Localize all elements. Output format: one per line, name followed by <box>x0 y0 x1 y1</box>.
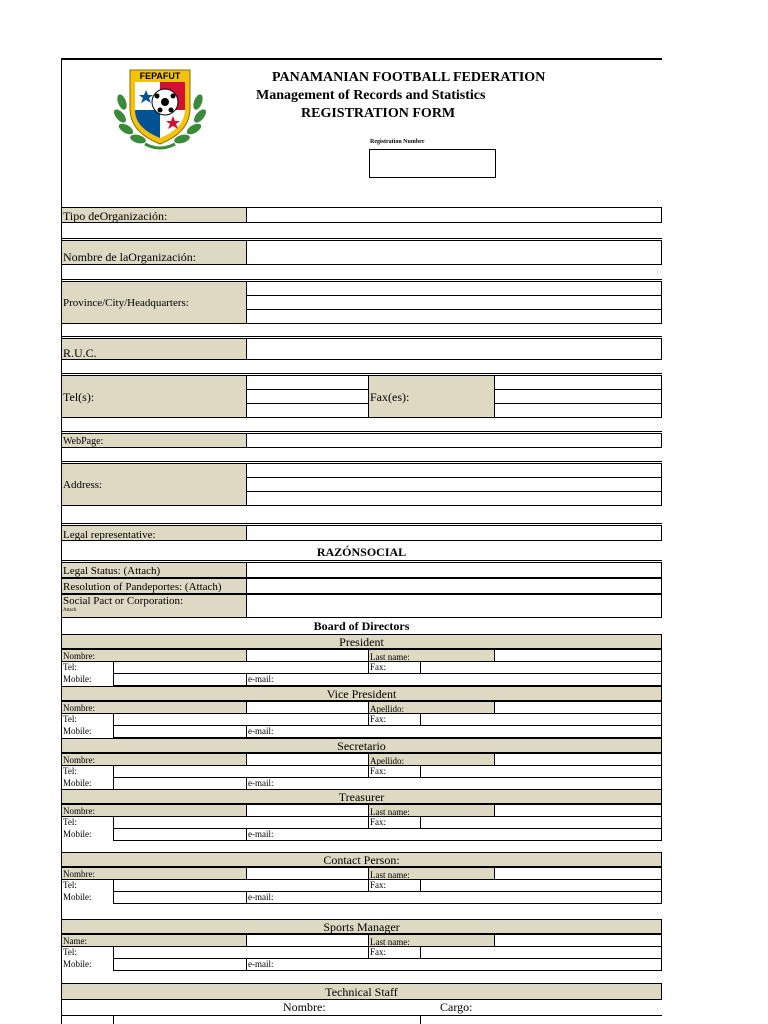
email-field[interactable] <box>246 673 662 686</box>
razon-social-title: RAZÓNSOCIAL <box>316 545 407 559</box>
mobile-label: Mobile: <box>63 892 92 902</box>
social-pact-field[interactable] <box>246 594 662 618</box>
last-name-label: Last name: <box>368 804 495 817</box>
legal-status-label: Legal Status: (Attach) <box>61 562 247 578</box>
member-section-header: Secretario <box>61 738 662 753</box>
last-name-label: Last name: <box>368 934 495 947</box>
email-label: e-mail: <box>248 726 274 736</box>
resolution-label: Resolution of Pandeportes: (Attach) <box>61 578 247 594</box>
email-field[interactable] <box>246 725 662 738</box>
divider <box>61 431 662 432</box>
mobile-label: Mobile: <box>63 778 92 788</box>
divider <box>420 1015 421 1024</box>
mobile-label: Mobile: <box>63 959 92 969</box>
first-name-label: Nombre: <box>61 867 247 880</box>
divider <box>113 1015 114 1024</box>
email-label: e-mail: <box>248 959 274 969</box>
mobile-label: Mobile: <box>63 726 92 736</box>
mobile-field[interactable] <box>113 958 247 971</box>
mobile-label: Mobile: <box>63 829 92 839</box>
fax-field-3[interactable] <box>494 403 662 418</box>
first-name-label: Nombre: <box>61 649 247 662</box>
ruc-field[interactable] <box>246 338 662 360</box>
member-section-header: Vice President <box>61 686 662 701</box>
logo-text: FEPAFUT <box>139 71 181 81</box>
nombre-organizacion-label: Nombre de laOrganización: <box>61 240 247 265</box>
mobile-label: Mobile: <box>63 674 92 684</box>
address-field-1[interactable] <box>246 463 662 478</box>
board-title: Board of Directors <box>313 619 410 633</box>
first-name-label: Nombre: <box>61 701 247 714</box>
fax-label: Fax: <box>370 880 387 890</box>
tel-field-1[interactable] <box>246 375 369 390</box>
registration-number-label: Registration Number <box>370 139 425 145</box>
title-federation: PANAMANIAN FOOTBALL FEDERATION <box>272 70 546 85</box>
divider <box>61 523 662 524</box>
fepafut-logo <box>110 64 210 152</box>
email-field[interactable] <box>246 891 662 904</box>
divider <box>61 238 662 239</box>
divider <box>61 373 662 374</box>
email-label: e-mail: <box>248 829 274 839</box>
registration-number-field[interactable] <box>369 149 496 178</box>
last-name-label: Last name: <box>368 867 495 880</box>
member-section-header: President <box>61 634 662 649</box>
mobile-field[interactable] <box>113 725 247 738</box>
province-label: Province/City/Headquarters: <box>61 281 247 324</box>
fax-label: Fax: <box>370 714 387 724</box>
technical-role-col: Cargo: <box>440 1000 473 1014</box>
tel-label: Tel: <box>63 880 77 890</box>
tel-label: Tel: <box>63 662 77 672</box>
fax-label: Fax: <box>370 662 387 672</box>
title-registration-form: REGISTRATION FORM <box>301 106 456 121</box>
form-top-border <box>61 58 662 60</box>
technical-name-col: Nombre: <box>283 1000 326 1014</box>
tipo-organizacion-label: Tipo deOrganización: <box>61 207 247 223</box>
attach-note: Attach <box>63 608 77 613</box>
email-label: e-mail: <box>248 778 274 788</box>
province-field-2[interactable] <box>246 295 662 310</box>
fax-field-1[interactable] <box>494 375 662 390</box>
address-field-2[interactable] <box>246 477 662 492</box>
member-section-header: Contact Person: <box>61 852 662 867</box>
tel-field-3[interactable] <box>246 403 369 418</box>
title-management: Management of Records and Statistics <box>256 88 486 103</box>
email-field[interactable] <box>246 958 662 971</box>
social-pact-label <box>61 594 247 618</box>
shield-icon <box>130 70 190 144</box>
divider <box>61 461 662 462</box>
member-section-header: Treasurer <box>61 789 662 804</box>
divider <box>61 279 662 280</box>
webpage-field[interactable] <box>246 433 662 448</box>
email-label: e-mail: <box>248 892 274 902</box>
divider <box>61 560 662 561</box>
fax-label: Fax: <box>370 766 387 776</box>
first-name-label: Name: <box>61 934 247 947</box>
mobile-field[interactable] <box>113 828 247 841</box>
member-section-header: Sports Manager <box>61 919 662 934</box>
nombre-organizacion-field[interactable] <box>246 240 662 265</box>
last-name-label: Last name: <box>368 649 495 662</box>
fax-label: Fax: <box>370 947 387 957</box>
resolution-field[interactable] <box>246 578 662 594</box>
fax-label: Fax(es): <box>368 375 495 418</box>
tel-label: Tel: <box>63 766 77 776</box>
province-field-1[interactable] <box>246 281 662 296</box>
mobile-field[interactable] <box>113 891 247 904</box>
tel-field-2[interactable] <box>246 389 369 404</box>
fax-label: Fax: <box>370 817 387 827</box>
province-field-3[interactable] <box>246 309 662 324</box>
tel-label: Tel: <box>63 817 77 827</box>
legal-representative-label: Legal representative: <box>61 525 247 541</box>
legal-representative-field[interactable] <box>246 525 662 541</box>
webpage-label: WebPage: <box>61 433 247 448</box>
tel-label: Tel(s): <box>61 375 247 418</box>
mobile-field[interactable] <box>113 673 247 686</box>
first-name-label: Nombre: <box>61 804 247 817</box>
last-name-label: Apellido: <box>368 701 495 714</box>
technical-staff-header: Technical Staff <box>61 983 662 1000</box>
address-label: Address: <box>61 463 247 506</box>
divider <box>61 1015 662 1016</box>
fax-field-2[interactable] <box>494 389 662 404</box>
tel-label: Tel: <box>63 714 77 724</box>
email-label: e-mail: <box>248 674 274 684</box>
social-pact-text: Social Pact or Corporation: <box>63 595 184 607</box>
address-field-3[interactable] <box>246 491 662 506</box>
first-name-label: Nombre: <box>61 753 247 766</box>
last-name-label: Apellido: <box>368 753 495 766</box>
tel-label: Tel: <box>63 947 77 957</box>
legal-status-field[interactable] <box>246 562 662 578</box>
ruc-label: R.U.C. <box>61 338 247 360</box>
tipo-organizacion-field[interactable] <box>246 207 662 223</box>
email-field[interactable] <box>246 828 662 841</box>
divider <box>61 336 662 337</box>
